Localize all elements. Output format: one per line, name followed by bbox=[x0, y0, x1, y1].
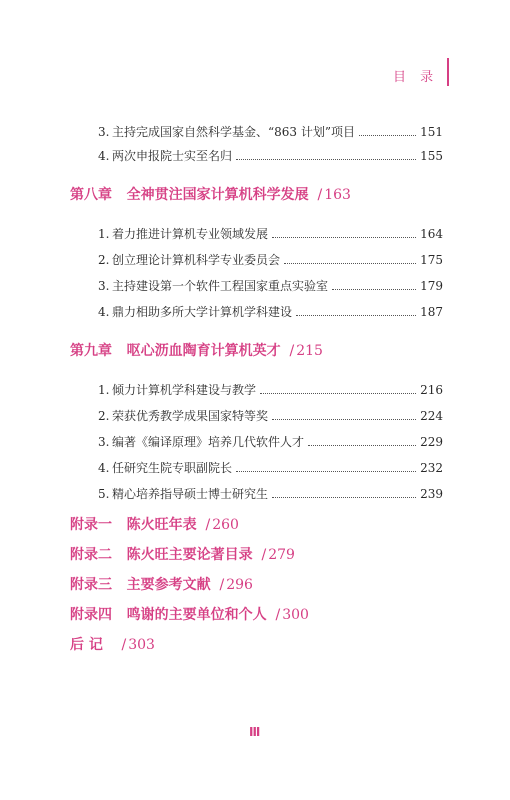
toc-entry[interactable] bbox=[98, 408, 443, 424]
entry-page: 175 bbox=[420, 253, 443, 267]
dot-leader bbox=[296, 315, 416, 316]
entry-page: 187 bbox=[420, 305, 443, 319]
entry-number: 1. bbox=[98, 383, 110, 397]
entry-number: 3. bbox=[98, 279, 110, 293]
entry-title: 两次申报院士实至名归 bbox=[112, 149, 233, 163]
entry-number: 1. bbox=[98, 227, 110, 241]
afterword-label: 后 记 bbox=[70, 637, 103, 653]
appendix-heading[interactable]: 附录一 陈火旺年表 / 260 bbox=[70, 517, 239, 533]
entry-number: 2. bbox=[98, 409, 110, 423]
dot-leader bbox=[284, 263, 416, 264]
dot-leader bbox=[236, 471, 416, 472]
entry-number: 2. bbox=[98, 253, 110, 267]
entry-title: 着力推进计算机专业领域发展 bbox=[112, 227, 269, 241]
chapter-label: 第八章 bbox=[70, 187, 112, 203]
entry-title: 主持建设第一个软件工程国家重点实验室 bbox=[112, 279, 329, 293]
dot-leader bbox=[332, 289, 416, 290]
chapter-page: 163 bbox=[324, 187, 351, 203]
entry-page: 229 bbox=[420, 435, 443, 449]
toc-entry[interactable] bbox=[98, 434, 443, 450]
entry-number: 3. bbox=[98, 435, 110, 449]
toc-entry[interactable] bbox=[98, 486, 443, 502]
appendix-title: 陈火旺年表 bbox=[126, 517, 197, 533]
afterword-page: 303 bbox=[128, 637, 155, 653]
entry-number: 3. bbox=[98, 125, 110, 139]
entry-title: 鼎力相助多所大学计算机学科建设 bbox=[112, 305, 293, 319]
header-rule bbox=[447, 58, 449, 86]
entry-page: 224 bbox=[420, 409, 443, 423]
appendix-label: 附录二 bbox=[70, 547, 112, 563]
entry-number: 4. bbox=[98, 149, 110, 163]
toc-entry[interactable] bbox=[98, 382, 443, 398]
appendix-page: 279 bbox=[268, 547, 295, 563]
chapter-title: 全神贯注国家计算机科学发展 bbox=[126, 187, 309, 203]
toc-entry[interactable] bbox=[98, 148, 443, 164]
entry-number: 5. bbox=[98, 487, 110, 501]
entry-page: 151 bbox=[420, 125, 443, 139]
appendix-label: 附录四 bbox=[70, 607, 112, 623]
chapter-title: 呕心沥血陶育计算机英才 bbox=[126, 343, 281, 359]
entry-page: 155 bbox=[420, 149, 443, 163]
toc-entry[interactable] bbox=[98, 278, 443, 294]
page-number: III bbox=[249, 725, 260, 739]
chapter-heading[interactable]: 第九章 呕心沥血陶育计算机英才 / 215 bbox=[70, 343, 323, 359]
dot-leader bbox=[272, 497, 416, 498]
appendix-heading[interactable]: 附录三 主要参考文献 / 296 bbox=[70, 577, 253, 593]
entry-page: 216 bbox=[420, 383, 443, 397]
toc-entry[interactable] bbox=[98, 226, 443, 242]
toc-entry[interactable] bbox=[98, 304, 443, 320]
dot-leader bbox=[272, 237, 416, 238]
appendix-title: 主要参考文献 bbox=[126, 577, 211, 593]
appendix-label: 附录一 bbox=[70, 517, 112, 533]
appendix-label: 附录三 bbox=[70, 577, 112, 593]
dot-leader bbox=[260, 393, 416, 394]
appendix-title: 鸣谢的主要单位和个人 bbox=[126, 607, 267, 623]
entry-page: 232 bbox=[420, 461, 443, 475]
appendix-page: 296 bbox=[226, 577, 253, 593]
entry-number: 4. bbox=[98, 305, 110, 319]
running-header: 目 录 bbox=[393, 70, 439, 85]
appendix-page: 300 bbox=[282, 607, 309, 623]
entry-title: 荣获优秀教学成果国家特等奖 bbox=[112, 409, 269, 423]
entry-title: 精心培养指导硕士博士研究生 bbox=[112, 487, 269, 501]
afterword-heading[interactable]: 后 记 / 303 bbox=[70, 637, 155, 653]
appendix-title: 陈火旺主要论著目录 bbox=[126, 547, 253, 563]
entry-page: 239 bbox=[420, 487, 443, 501]
dot-leader bbox=[359, 135, 416, 136]
entry-title: 倾力计算机学科建设与教学 bbox=[112, 383, 257, 397]
entry-title: 编著《编译原理》培养几代软件人才 bbox=[112, 435, 305, 449]
entry-title: 任研究生院专职副院长 bbox=[112, 461, 233, 475]
chapter-heading[interactable]: 第八章 全神贯注国家计算机科学发展 / 163 bbox=[70, 187, 351, 203]
dot-leader bbox=[236, 159, 416, 160]
toc-entry[interactable] bbox=[98, 124, 443, 140]
dot-leader bbox=[272, 419, 416, 420]
entry-title: 创立理论计算机科学专业委员会 bbox=[112, 253, 281, 267]
entry-title: 主持完成国家自然科学基金、“863 计划”项目 bbox=[112, 125, 355, 139]
chapter-label: 第九章 bbox=[70, 343, 112, 359]
dot-leader bbox=[308, 445, 416, 446]
toc-entry[interactable] bbox=[98, 252, 443, 268]
entry-page: 179 bbox=[420, 279, 443, 293]
appendix-heading[interactable]: 附录二 陈火旺主要论著目录 / 279 bbox=[70, 547, 295, 563]
entry-page: 164 bbox=[420, 227, 443, 241]
chapter-page: 215 bbox=[296, 343, 323, 359]
appendix-page: 260 bbox=[212, 517, 239, 533]
entry-number: 4. bbox=[98, 461, 110, 475]
toc-entry[interactable] bbox=[98, 460, 443, 476]
appendix-heading[interactable]: 附录四 鸣谢的主要单位和个人 / 300 bbox=[70, 607, 309, 623]
